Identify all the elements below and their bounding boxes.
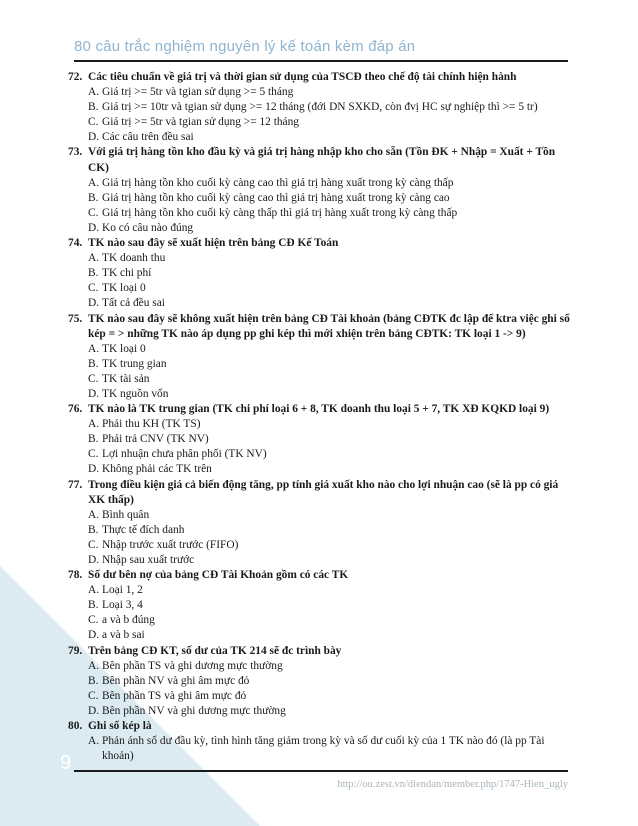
question-stem xyxy=(68,402,574,417)
option-text: TK chi phí xyxy=(102,267,152,280)
answer-option xyxy=(68,432,574,447)
question-item xyxy=(68,644,574,719)
question-stem xyxy=(68,236,574,251)
answer-option xyxy=(68,508,574,523)
option-letter: B. xyxy=(88,357,99,370)
question-number: 79. xyxy=(68,644,83,657)
option-text: Bên phần TS và ghi âm mực đỏ xyxy=(102,689,247,702)
option-text: Giá trị hàng tồn kho cuối kỳ càng cao thì giá trị hàng xuất trong kỳ càng cao xyxy=(102,191,450,204)
footer-url-link[interactable]: http://ou.zest.vn/diendan/member.php/1747-Hien_ugly xyxy=(337,779,568,790)
option-text: Không phải các TK trên xyxy=(102,463,212,476)
answer-option xyxy=(68,704,574,719)
option-text: Loại 3, 4 xyxy=(102,599,143,612)
answer-option xyxy=(68,266,574,281)
answer-option xyxy=(68,583,574,598)
option-text: TK doanh thu xyxy=(102,252,166,265)
option-text: Bình quân xyxy=(102,508,150,521)
option-text: TK loại 0 xyxy=(102,342,146,355)
option-text: TK nguồn vốn xyxy=(102,387,169,400)
option-text: Bên phần NV và ghi dương mực thường xyxy=(102,704,286,717)
question-list xyxy=(68,70,574,764)
option-letter: B. xyxy=(88,599,99,612)
option-text: Phải thu KH (TK TS) xyxy=(102,418,201,431)
option-letter: C. xyxy=(88,614,99,627)
question-text: TK nào sau đây sẽ không xuất hiện trên bảng CĐ Tài khoản (bảng CĐTK đc lập để ktra việc ghi sổ kép = > những TK nào áp dụng pp ghi kép thì mới xhiện trên bảng CĐTK: TK loại 1 -> 9) xyxy=(88,312,570,340)
option-letter: B. xyxy=(88,523,99,536)
option-text: TK tài sản xyxy=(102,372,150,385)
option-text: TK loại 0 xyxy=(102,282,146,295)
question-item xyxy=(68,145,574,236)
option-letter: D. xyxy=(88,554,100,566)
option-text: Ko có câu nào đúng xyxy=(102,221,194,234)
question-stem xyxy=(68,568,574,583)
answer-option xyxy=(68,462,574,477)
answer-option xyxy=(68,689,574,704)
answer-option xyxy=(68,417,574,432)
question-stem xyxy=(68,478,574,508)
option-letter: B. xyxy=(88,674,99,687)
answer-option xyxy=(68,387,574,402)
question-number: 78. xyxy=(68,569,83,582)
answer-option xyxy=(68,296,574,311)
question-item xyxy=(68,478,574,569)
question-item xyxy=(68,719,574,764)
question-text: TK nào sau đây sẽ xuất hiện trên bảng CĐ Kế Toán xyxy=(88,237,339,250)
option-letter: D. xyxy=(88,463,100,476)
question-item xyxy=(68,402,574,477)
option-letter: D. xyxy=(88,629,100,642)
option-letter: A. xyxy=(88,176,100,189)
option-text: Giá trị >= 5tr và tgian sử dụng >= 12 tháng xyxy=(102,116,300,129)
answer-option xyxy=(68,447,574,462)
option-letter: A. xyxy=(88,508,100,521)
answer-option xyxy=(68,85,574,100)
option-text: Nhập sau xuất trước xyxy=(102,554,195,566)
question-stem xyxy=(68,145,574,175)
option-letter: B. xyxy=(88,101,99,114)
answer-option xyxy=(68,206,574,221)
option-letter: C. xyxy=(88,206,99,219)
answer-option xyxy=(68,281,574,296)
option-letter: B. xyxy=(88,433,99,446)
option-letter: D. xyxy=(88,131,100,144)
option-text: Lợi nhuận chưa phân phối (TK NV) xyxy=(102,448,267,461)
answer-option xyxy=(68,342,574,357)
option-letter: C. xyxy=(88,689,99,702)
option-text: Phải trả CNV (TK NV) xyxy=(102,433,209,446)
option-text: Thực tế đích danh xyxy=(102,523,185,536)
option-text: TK trung gian xyxy=(102,357,167,370)
answer-option xyxy=(68,130,574,145)
answer-option xyxy=(68,357,574,372)
answer-option xyxy=(68,659,574,674)
option-letter: B. xyxy=(88,191,99,204)
option-text: Giá trị >= 5tr và tgian sử dụng >= 5 tháng xyxy=(102,86,294,99)
answer-option xyxy=(68,372,574,387)
question-number: 72. xyxy=(68,71,83,83)
answer-option xyxy=(68,221,574,236)
option-text: Giá trị >= 10tr và tgian sử dụng >= 12 tháng (đới DN SXKD, còn đvị HC sự nghiệp thì >= 5 tr) xyxy=(102,101,538,114)
footer-divider xyxy=(74,770,568,772)
option-letter: A. xyxy=(88,735,100,748)
answer-option xyxy=(68,553,574,568)
question-number: 80. xyxy=(68,720,83,733)
option-text: a và b sai xyxy=(102,629,145,642)
answer-option xyxy=(68,176,574,191)
question-text: Các tiêu chuẩn về giá trị và thời gian sử dụng của TSCĐ theo chế độ tài chính hiện hành xyxy=(88,71,517,83)
question-number: 76. xyxy=(68,403,83,416)
option-text: Các câu trên đều sai xyxy=(102,131,194,144)
option-letter: D. xyxy=(88,221,100,234)
option-text: Giá trị hàng tồn kho cuối kỳ càng cao thì giá trị hàng xuất trong kỳ càng thấp xyxy=(102,176,454,189)
option-text: Phản ánh số dư đầu kỳ, tình hình tăng giảm trong kỳ và số dư cuối kỳ của 1 TK nào đó (là pp Tài khoản) xyxy=(102,735,545,763)
answer-option xyxy=(68,674,574,689)
question-stem xyxy=(68,312,574,342)
answer-option xyxy=(68,191,574,206)
option-letter: A. xyxy=(88,86,100,99)
question-stem xyxy=(68,70,574,85)
question-text: Ghi sổ kép là xyxy=(88,720,152,733)
option-letter: A. xyxy=(88,252,100,265)
question-text: Số dư bên nợ của bảng CĐ Tài Khoản gồm có các TK xyxy=(88,569,349,582)
answer-option xyxy=(68,613,574,628)
answer-option xyxy=(68,628,574,643)
option-letter: A. xyxy=(88,659,100,672)
option-letter: C. xyxy=(88,282,99,295)
answer-option xyxy=(68,251,574,266)
option-letter: C. xyxy=(88,448,99,461)
option-text: a và b đúng xyxy=(102,614,155,627)
question-text: Trong điều kiện giá cả biến động tăng, pp tính giá xuất kho nào cho lợi nhuận cao (sẽ là pp có giá XK thấp) xyxy=(88,478,559,506)
option-letter: D. xyxy=(88,387,100,400)
question-item xyxy=(68,236,574,311)
question-item xyxy=(68,312,574,403)
question-item xyxy=(68,70,574,145)
option-text: Loại 1, 2 xyxy=(102,584,143,597)
option-letter: A. xyxy=(88,418,100,431)
question-number: 75. xyxy=(68,312,83,325)
question-text: TK nào là TK trung gian (TK chi phí loại 6 + 8, TK doanh thu loại 5 + 7, TK XĐ KQKD loại 9) xyxy=(88,403,550,416)
page-number: 9 xyxy=(60,752,72,774)
option-letter: C. xyxy=(88,538,99,551)
answer-option xyxy=(68,538,574,553)
option-letter: A. xyxy=(88,584,100,597)
option-text: Nhập trước xuất trước (FIFO) xyxy=(102,538,239,551)
option-letter: B. xyxy=(88,267,99,280)
option-text: Bên phần NV và ghi âm mực đỏ xyxy=(102,674,250,687)
question-stem xyxy=(68,719,574,734)
question-text: Với giá trị hàng tồn kho đầu kỳ và giá trị hàng nhập kho cho sẵn (Tồn ĐK + Nhập = Xuất + Tồn CK) xyxy=(88,146,556,174)
header-divider xyxy=(74,60,568,62)
answer-option xyxy=(68,523,574,538)
document-title: 80 câu trắc nghiệm nguyên lý kế toán kèm đáp án xyxy=(74,38,416,55)
option-letter: C. xyxy=(88,372,99,385)
question-item xyxy=(68,568,574,643)
question-number: 73. xyxy=(68,146,83,159)
option-text: Bên phần TS và ghi dương mực thường xyxy=(102,659,283,672)
answer-option xyxy=(68,734,574,764)
question-text: Trên bảng CĐ KT, số dư của TK 214 sẽ đc trình bày xyxy=(88,644,342,657)
option-letter: A. xyxy=(88,342,100,355)
answer-option xyxy=(68,115,574,130)
option-text: Tất cả đều sai xyxy=(102,297,165,310)
answer-option xyxy=(68,100,574,115)
answer-option xyxy=(68,598,574,613)
option-letter: D. xyxy=(88,704,100,717)
question-stem xyxy=(68,644,574,659)
option-letter: D. xyxy=(88,297,100,310)
option-letter: C. xyxy=(88,116,99,129)
question-number: 77. xyxy=(68,478,83,491)
option-text: Giá trị hàng tồn kho cuối kỳ càng thấp thì giá trị hàng xuất trong kỳ càng thấp xyxy=(102,206,458,219)
question-number: 74. xyxy=(68,237,83,250)
